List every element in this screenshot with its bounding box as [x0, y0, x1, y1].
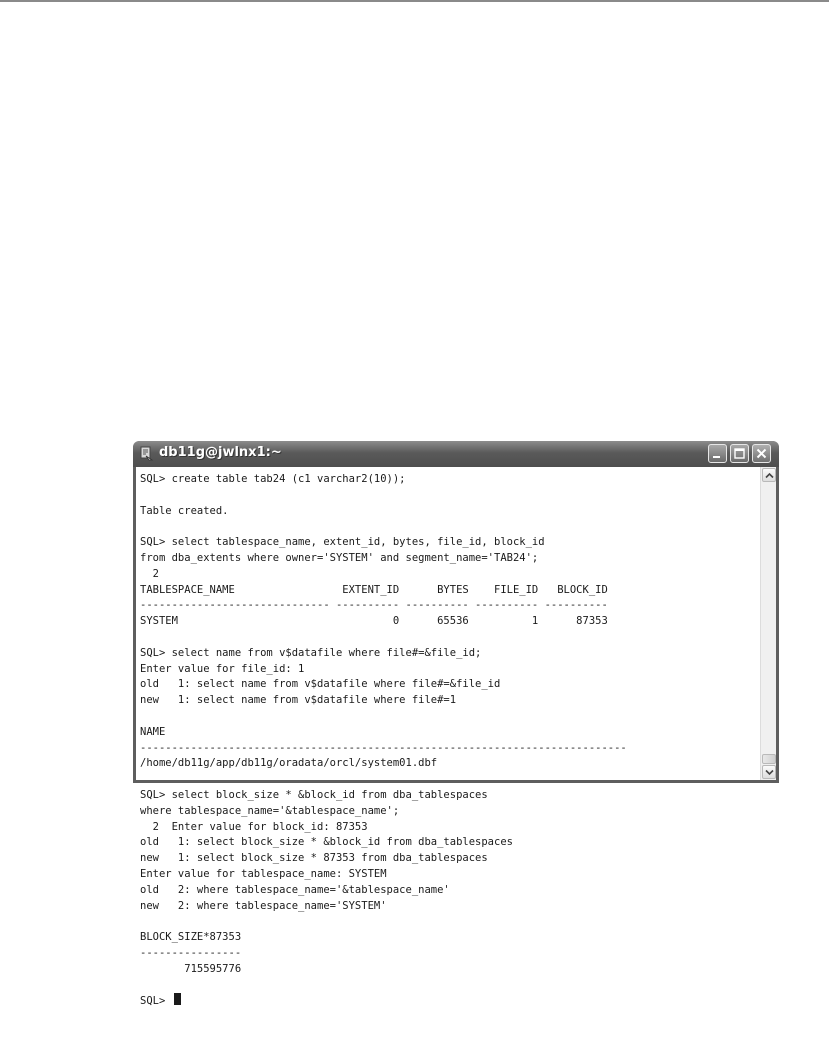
terminal-line: 2 — [140, 567, 159, 580]
terminal-line: SYSTEM 0 65536 1 87353 — [140, 615, 608, 628]
terminal-line: new 1: select block_size * 87353 from dba_tablespaces — [140, 852, 488, 865]
scrollbar-thumb[interactable] — [762, 754, 776, 764]
terminal-line: BLOCK_SIZE*87353 — [140, 931, 242, 944]
terminal-line: NAME — [140, 725, 166, 738]
terminal-line: old 2: where tablespace_name='&tablespace_name' — [140, 883, 450, 896]
minimize-button[interactable] — [708, 444, 727, 463]
window-title: db11g@jwlnx1:~ — [159, 445, 282, 460]
scroll-down-button[interactable] — [762, 765, 776, 779]
terminal-line: new 1: select name from v$datafile where file#=1 — [140, 694, 457, 707]
terminal-line: SQL> create table tab24 (c1 varchar2(10)); — [140, 473, 406, 485]
vertical-scrollbar[interactable] — [760, 467, 776, 780]
terminal-prompt-line[interactable] — [140, 993, 760, 1009]
terminal-line — [140, 519, 760, 535]
close-icon — [753, 445, 770, 462]
arrow-up-icon — [765, 472, 774, 479]
terminal-window — [133, 441, 779, 1008]
terminal-line: new 2: where tablespace_name='SYSTEM' — [140, 899, 387, 912]
terminal-line: 2 Enter value for block_id: 87353 — [140, 820, 368, 833]
terminal-output[interactable] — [140, 472, 760, 1008]
terminal-line: TABLESPACE_NAME EXTENT_ID BYTES FILE_ID BLOCK_ID — [140, 583, 608, 596]
terminal-line — [140, 630, 760, 646]
terminal-line: ---------------- — [140, 946, 242, 959]
terminal-app-icon[interactable] — [140, 446, 154, 461]
terminal-line: SQL> select name from v$datafile where file#=&file_id; — [140, 646, 482, 659]
text-cursor — [174, 993, 181, 1005]
terminal-line: SQL> select block_size * &block_id from dba_tablespaces — [140, 788, 488, 801]
title-bar[interactable] — [133, 441, 779, 467]
terminal-line: 715595776 — [140, 962, 242, 975]
terminal-line: Enter value for file_id: 1 — [140, 662, 305, 675]
terminal-line: from dba_extents where owner='SYSTEM' and segment_name='TAB24'; — [140, 551, 539, 564]
terminal-line: ------------------------------ ---------- ---------- ---------- ---------- — [140, 599, 608, 612]
maximize-icon — [731, 445, 748, 462]
terminal-line: SQL> select tablespace_name, extent_id, bytes, file_id, block_id — [140, 536, 545, 549]
terminal-line: old 1: select block_size * &block_id from dba_tablespaces — [140, 836, 513, 849]
scroll-up-button[interactable] — [762, 468, 776, 482]
terminal-line: /home/db11g/app/db11g/oradata/orcl/system01.dbf — [140, 757, 438, 770]
page-top-rule — [0, 0, 829, 2]
terminal-line — [140, 709, 760, 725]
maximize-button[interactable] — [730, 444, 749, 463]
terminal-line: old 1: select name from v$datafile where file#=&file_id — [140, 678, 501, 691]
terminal-line: ----------------------------------------------------------------------------- — [140, 741, 627, 754]
terminal-line — [140, 978, 760, 994]
arrow-down-icon — [765, 769, 774, 776]
terminal-line — [140, 488, 760, 504]
minimize-icon — [709, 445, 726, 462]
terminal-line — [140, 914, 760, 930]
terminal-line: Enter value for tablespace_name: SYSTEM — [140, 867, 387, 880]
terminal-line — [140, 772, 760, 788]
close-button[interactable] — [752, 444, 771, 463]
terminal-client-area[interactable] — [136, 467, 776, 1008]
terminal-line: where tablespace_name='&tablespace_name'; — [140, 804, 400, 817]
sql-prompt: SQL> — [140, 995, 172, 1008]
terminal-line: Table created. — [140, 504, 229, 517]
